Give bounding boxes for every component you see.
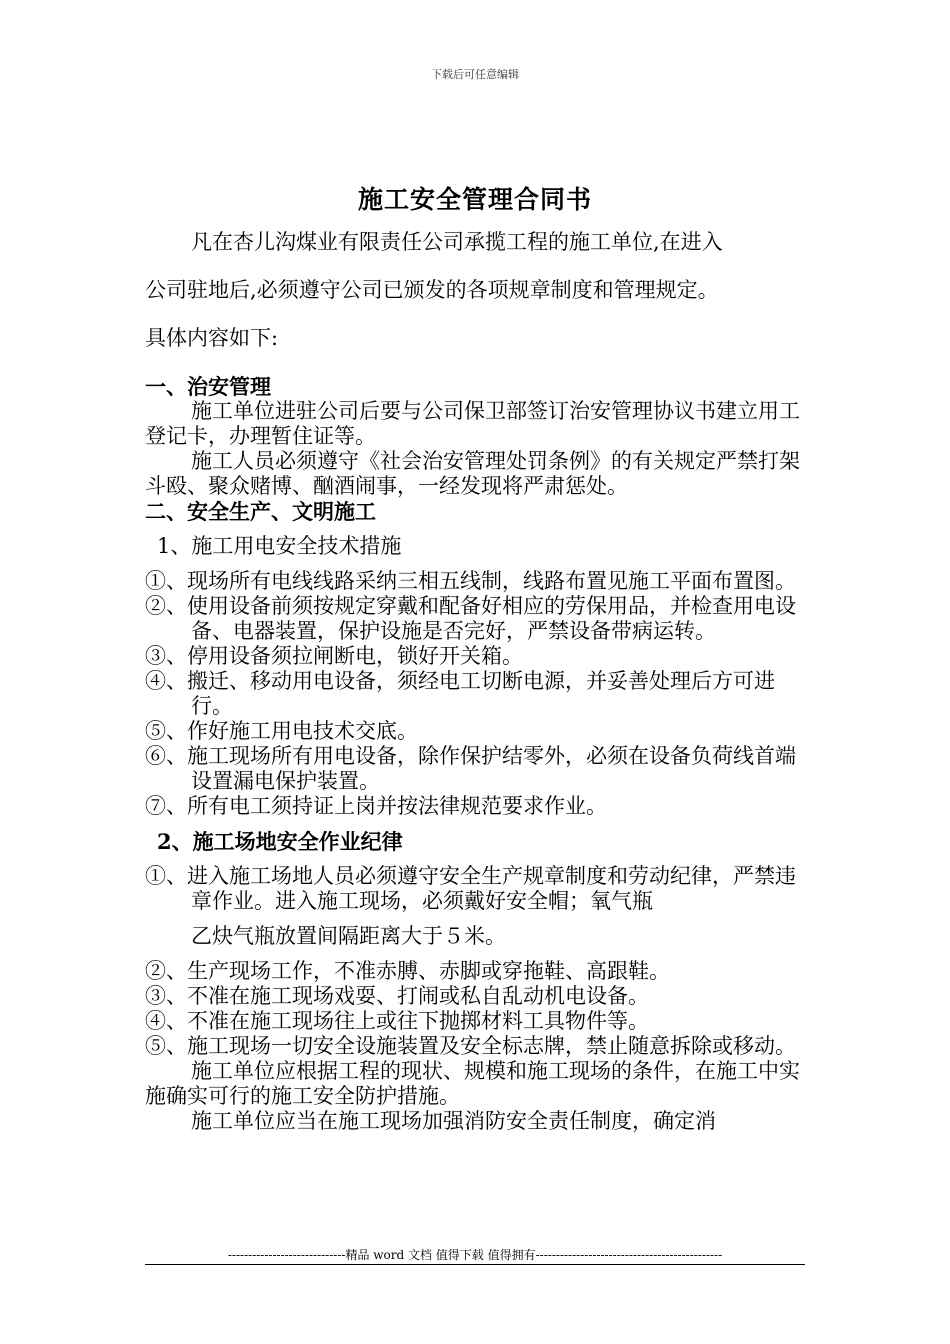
list-item-continuation: 乙炔气瓶放置间隔距离大于５米。 — [191, 924, 506, 948]
subsection-1-heading: 1、施工用电安全技术措施 — [157, 534, 402, 558]
intro-line-1: 凡在杏儿沟煤业有限责任公司承揽工程的施工单位,在进入 — [191, 230, 723, 254]
list-item: ②、生产现场工作，不准赤膊、赤脚或穿拖鞋、高跟鞋。 — [145, 959, 670, 983]
header-note: 下载后可任意编辑 — [431, 68, 519, 81]
document-title: 施工安全管理合同书 — [357, 185, 592, 214]
section-2-paragraph-1: 施工单位应根据工程的现状、规模和施工现场的条件，在施工中实施确实可行的施工安全防护措施。 — [145, 1059, 800, 1108]
list-item: ④、不准在施工现场往上或往下抛掷材料工具物件等。 — [145, 1009, 649, 1033]
intro-line-2: 公司驻地后,必须遵守公司已颁发的各项规章制度和管理规定。 — [145, 278, 719, 302]
list-item: ④、搬迁、移动用电设备，须经电工切断电源，并妥善处理后方可进行。 — [145, 669, 775, 718]
list-item: ⑦、所有电工须持证上岗并按法律规范要求作业。 — [145, 794, 607, 818]
list-item: ⑥、施工现场所有用电设备，除作保护结零外，必须在设备负荷线首端设置漏电保护装置。 — [145, 744, 796, 793]
section-2-paragraph-2: 施工单位应当在施工现场加强消防安全责任制度，确定消 — [191, 1109, 716, 1133]
list-item: ①、进入施工场地人员必须遵守安全生产规章制度和劳动纪律，严禁违章作业。进入施工现场，必须戴好安全帽；氧气瓶 — [145, 864, 796, 913]
list-item: ②、使用设备前须按规定穿戴和配备好相应的劳保用品，并检查用电设备、电器装置，保护设施是否完好，严禁设备带病运转。 — [145, 594, 796, 643]
footer-divider — [145, 1264, 805, 1265]
list-item: ⑤、施工现场一切安全设施装置及安全标志牌，禁止随意拆除或移动。 — [145, 1034, 796, 1058]
intro-line-3: 具体内容如下: — [145, 326, 279, 350]
section-1-heading: 一、治安管理 — [145, 374, 271, 399]
section-2-heading: 二、安全生产、文明施工 — [145, 499, 376, 524]
subsection-2-heading: 2、施工场地安全作业纪律 — [157, 829, 403, 854]
section-1-paragraph-1: 施工单位进驻公司后要与公司保卫部签订治安管理协议书建立用工登记卡，办理暂住证等。 — [145, 399, 800, 448]
list-item: ③、停用设备须拉闸断电，锁好开关箱。 — [145, 644, 523, 668]
list-item: ③、不准在施工现场戏耍、打闹或私自乱动机电设备。 — [145, 984, 649, 1008]
list-item: ①、现场所有电线线路采纳三相五线制，线路布置见施工平面布置图。 — [145, 569, 796, 593]
document-body — [145, 230, 810, 1134]
list-item: ⑤、作好施工用电技术交底。 — [145, 719, 418, 743]
footer-note: -----------------------------精品 word 文档 值得下载 值得拥有---------------------------------------------- — [227, 1248, 723, 1262]
section-1-paragraph-2: 施工人员必须遵守《社会治安管理处罚条例》的有关规定严禁打架斗殴、聚众赌博、酗酒闹事，一经发现将严肃惩处。 — [145, 449, 800, 498]
